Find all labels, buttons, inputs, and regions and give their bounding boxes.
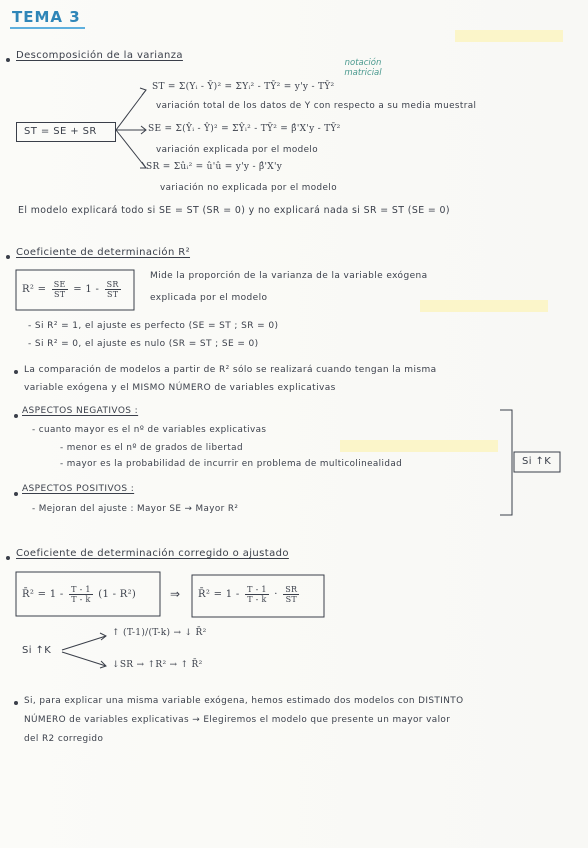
page-title: TEMA 3 xyxy=(10,8,85,29)
comparison-line2: variable exógena y el MISMO NÚMERO de variables explicativas xyxy=(24,383,336,393)
st-formula: ST = Σ(Yᵢ - Ȳ)² = ΣYᵢ² - TȲ² = y'y - TȲ² xyxy=(152,82,335,92)
bullet xyxy=(6,255,10,259)
bullet xyxy=(14,414,18,418)
negative-aspect-2: - menor es el nº de grados de libertad xyxy=(60,443,243,453)
st-description: variación total de los datos de Y con respecto a su media muestral xyxy=(156,101,477,111)
variance-conclusion: El modelo explicará todo si SE = ST (SR = 0) y no explicará nada si SR = ST (SE = 0) xyxy=(18,205,450,216)
section-heading-variance: Descomposición de la varianza xyxy=(16,50,183,61)
decomposition-formula: ST = SE + SR xyxy=(24,126,97,137)
k-effect-branch-1: ↑ (T-1)/(T-k) → ↓ R̄² xyxy=(112,628,207,638)
comparison-line1: La comparación de modelos a partir de R² sólo se realizará cuando tengan la misma xyxy=(24,365,437,375)
if-k-increases-label: Si ↑K xyxy=(22,645,52,656)
bullet xyxy=(14,370,18,374)
matrix-notation-annotation: notación matricial xyxy=(344,58,382,78)
bullet xyxy=(14,492,18,496)
sr-description: variación no explicada por el modelo xyxy=(160,183,337,193)
implication-arrow: ⇒ xyxy=(170,587,181,601)
adjusted-r2-formula-alt: R̄² = 1 - $\frac{T - 1}{T - k}$ · $\frac{SR}{ST}$ xyxy=(198,585,298,604)
bullet xyxy=(6,556,10,560)
model-choice-line1: Si, para explicar una misma variable exógena, hemos estimado dos modelos con DISTINTO xyxy=(24,696,464,706)
section-heading-r2: Coeficiente de determinación R² xyxy=(16,247,191,258)
se-formula: SE = Σ(Ŷᵢ - Ŷ)² = ΣŶᵢ² - TȲ² = β̂'X'y - TȲ² xyxy=(148,124,341,134)
model-choice-line2: NÚMERO de variables explicativas → Elegiremos el modelo que presente un mayor valor xyxy=(24,715,451,725)
positive-aspect-1: - Mejoran del ajuste : Mayor SE → Mayor R² xyxy=(32,504,239,514)
bullet xyxy=(14,701,18,705)
section-heading-adjusted-r2: Coeficiente de determinación corregido o ajustado xyxy=(16,548,289,559)
negative-aspect-1: - cuanto mayor es el nº de variables explicativas xyxy=(32,425,267,435)
r2-case-perfect: - Si R² = 1, el ajuste es perfecto (SE = ST ; SR = 0) xyxy=(28,321,279,331)
r2-case-null: - Si R² = 0, el ajuste es nulo (SR = ST ; SE = 0) xyxy=(28,339,259,349)
negative-aspect-3: - mayor es la probabilidad de incurrir en problema de multicolinealidad xyxy=(60,459,403,469)
positive-aspects-heading: ASPECTOS POSITIVOS : xyxy=(22,484,135,494)
adjusted-r2-formula: R̄² = 1 - $\frac{T - 1}{T - k}$ (1 - R²) xyxy=(22,585,137,604)
side-note-if-k-increases: Si ↑K xyxy=(522,456,552,467)
r2-formula: R² = $\frac{SE}{ST}$ = 1 - $\frac{SR}{ST}$ xyxy=(22,280,119,299)
se-description: variación explicada por el modelo xyxy=(156,145,319,155)
model-choice-line3: del R2 corregido xyxy=(24,734,104,744)
r2-description-line1: Mide la proporción de la varianza de la variable exógena xyxy=(150,271,428,281)
negative-aspects-heading: ASPECTOS NEGATIVOS : xyxy=(22,406,139,416)
sr-formula: SR = Σûᵢ² = û'û = y'y - β̂'X'y xyxy=(146,162,283,172)
k-effect-branch-2: ↓SR → ↑R² → ↑ R̄² xyxy=(112,660,203,670)
r2-description-line2: explicada por el modelo xyxy=(150,293,268,303)
